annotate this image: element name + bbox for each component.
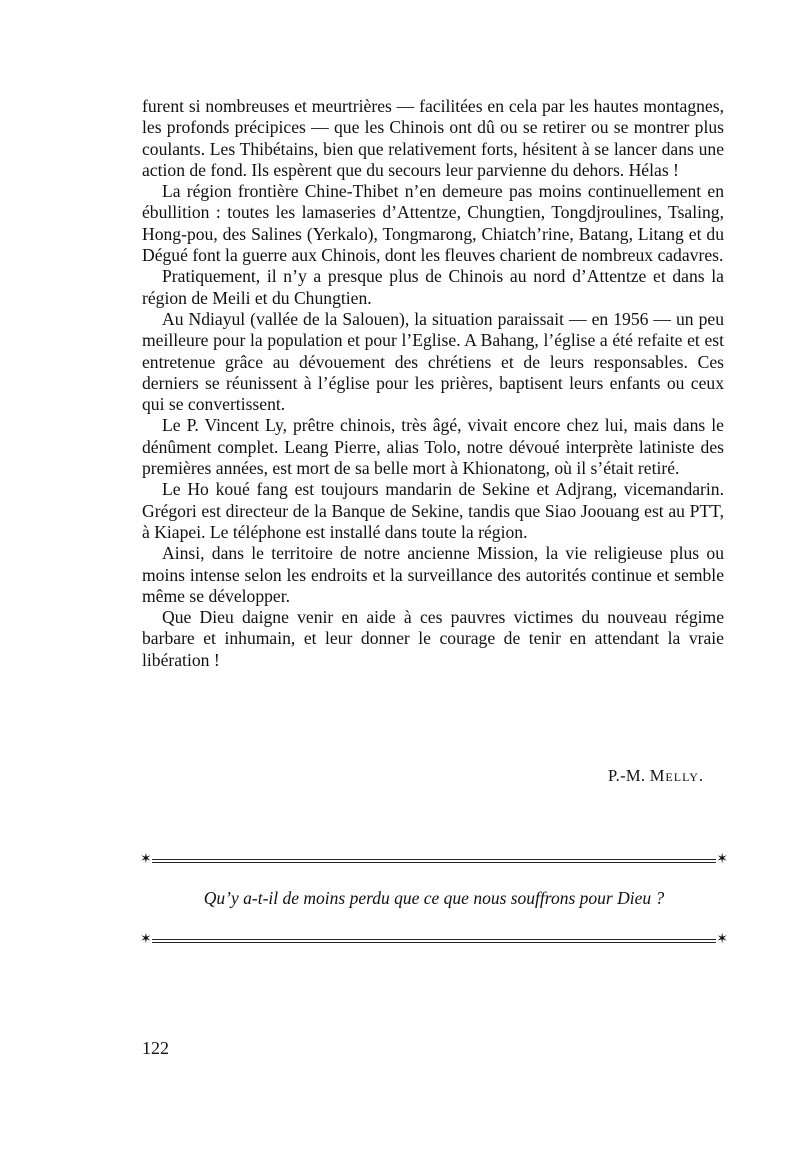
signature bbox=[608, 766, 704, 786]
paragraph-8: Que Dieu daigne venir en aide à ces pauvres victimes du nouveau régime barbare et inhumain, et leur donner le courage de tenir en attendant la vraie libération ! bbox=[142, 607, 724, 670]
star-icon: ✶ bbox=[716, 931, 728, 947]
double-rule-line bbox=[152, 859, 716, 863]
signature-name: Melly. bbox=[649, 766, 704, 785]
paragraph-1: furent si nombreuses et meurtrières — facilitées en cela par les hautes montagnes, les profonds précipices — que les Chinois ont dû ou se retirer ou se montrer plus coulants. Les Thibétains, bien que relativement forts, hésitent à se lancer dans une action de fond. Ils espèrent que du secours leur parvienne du dehors. Hélas ! bbox=[142, 96, 724, 180]
ornamental-rule-top bbox=[140, 851, 728, 868]
star-icon: ✶ bbox=[140, 851, 152, 867]
paragraph-3: Pratiquement, il n’y a presque plus de Chinois au nord d’Attentze et dans la région de Meili et du Chungtien. bbox=[142, 266, 724, 308]
body-text bbox=[142, 96, 724, 671]
paragraph-4: Au Ndiayul (vallée de la Salouen), la situation paraissait — en 1956 — un peu meilleure pour la population et pour l’Eglise. A Bahang, l’église a été refaite et est entretenue grâce au dévouement des chrétiens et de leurs responsables. Ces derniers se réunissent à l’église pour les prières, baptisent leurs enfants ou ceux qui se convertissent. bbox=[142, 308, 724, 415]
paragraph-5: Le P. Vincent Ly, prêtre chinois, très âgé, vivait encore chez lui, mais dans le dénûment complet. Leang Pierre, alias Tolo, notre dévoué interprète latiniste des premières années, est mort de sa belle mort à Khionatong, où il s’était retiré. bbox=[142, 415, 724, 479]
quote: Qu’y a-t-il de moins perdu que ce que nous souffrons pour Dieu ? bbox=[203, 888, 665, 908]
paragraph-6: Le Ho koué fang est toujours mandarin de Sekine et Adjrang, vicemandarin. Grégori est directeur de la Banque de Sekine, tandis que Siao Joouang est au PTT, à Kiapei. Le téléphone est installé dans toute la région. bbox=[142, 479, 724, 542]
star-icon: ✶ bbox=[716, 851, 728, 867]
double-rule-line bbox=[152, 939, 716, 943]
ornamental-rule-bottom bbox=[140, 931, 728, 948]
page-number: 122 bbox=[142, 1038, 169, 1058]
star-icon: ✶ bbox=[140, 931, 152, 947]
paragraph-2: La région frontière Chine-Thibet n’en demeure pas moins continuellement en ébullition : toutes les lamaseries d’Attentze, Chungtien, Tongdjroulines, Tsaling, Hong-pou, des Salines (Yerkalo), Tongmarong, Chiatch’rine, Batang, Litang et du Dégué font la guerre aux Chinois, dont les fleuves charient de nombreux cadavres. bbox=[142, 181, 724, 266]
signature-initials: P.-M. bbox=[608, 766, 646, 785]
paragraph-7: Ainsi, dans le territoire de notre ancienne Mission, la vie religieuse plus ou moins intense selon les endroits et la surveillance des autorités continue et semble même se développer. bbox=[142, 543, 724, 606]
